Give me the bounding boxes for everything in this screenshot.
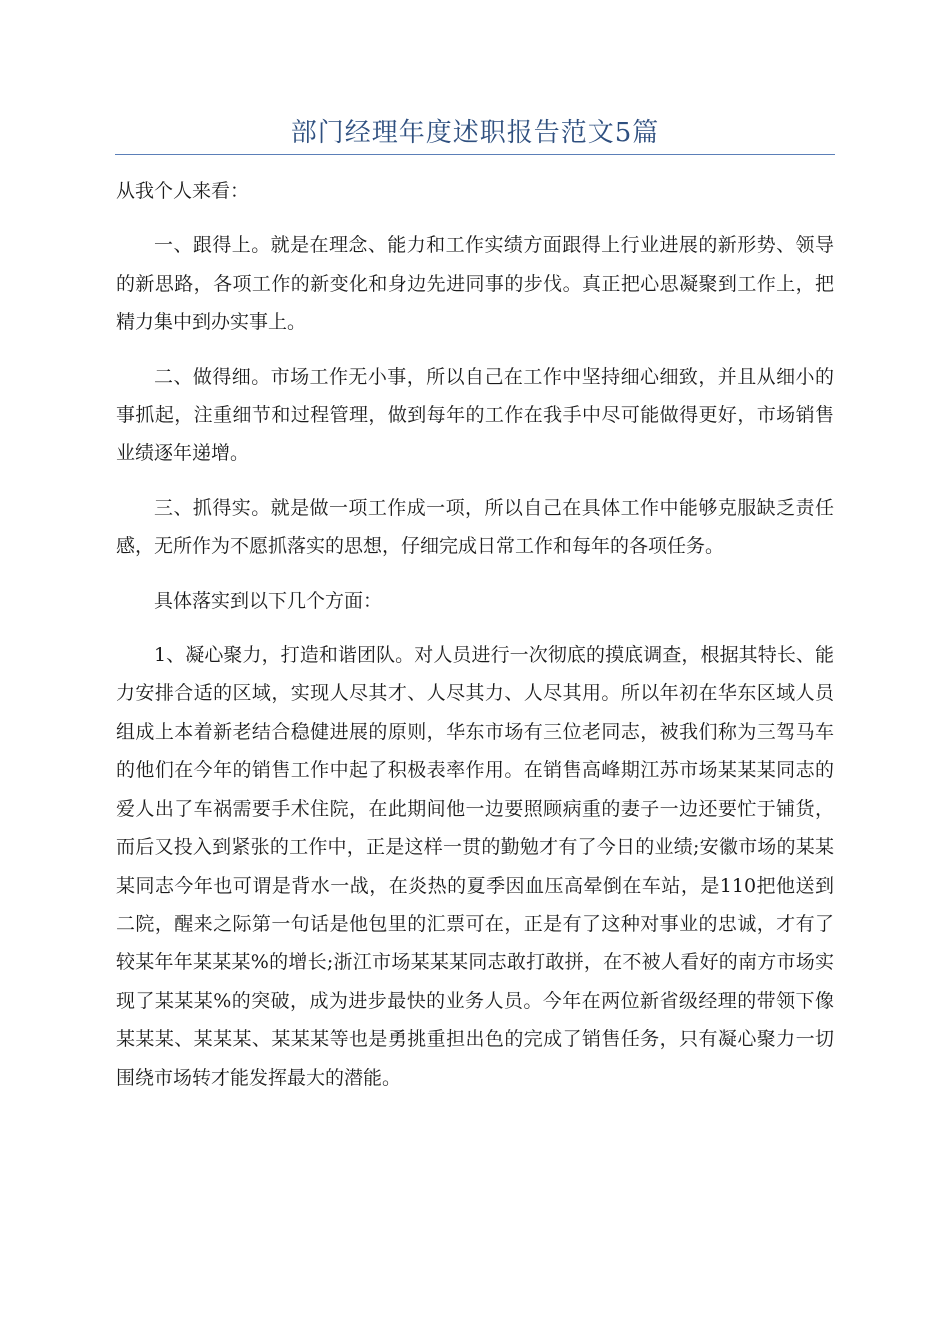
document-title: 部门经理年度述职报告范文5篇: [290, 118, 660, 148]
document-body: [116, 172, 834, 1113]
title-underline: [115, 154, 835, 155]
paragraph-solid: 三、抓得实。就是做一项工作成一项，所以自己在具体工作中能够克服缺乏责任感，无所作为不愿抓落实的思想，仔细完成日常工作和每年的各项任务。: [116, 496, 834, 558]
paragraph-team-building: 1、凝心聚力，打造和谐团队。对人员进行一次彻底的摸底调查，根据其特长、能力安排合适的区域，实现人尽其才、人尽其力、人尽其用。所以年初在华东区域人员组成上本着新老结合稳健进展的原则，华东市场有三位老同志，被我们称为三驾马车的他们在今年的销售工作中起了积极表率作用。在销售高峰期江苏市场某某某同志的爱人出了车祸需要手术住院，在此期间他一边要照顾病重的妻子一边还要忙于铺货，而后又投入到紧张的工作中，正是这样一贯的勤勉才有了今日的业绩;安徽市场的某某某同志今年也可谓是背水一战，在炎热的夏季因血压高晕倒在车站，是110把他送到二院，醒来之际第一句话是他包里的汇票可在，正是有了这种对事业的忠诚，才有了较某年年某某某%的增长;浙江市场某某某同志敢打敢拼，在不被人看好的南方市场实现了某某某%的突破，成为进步最快的业务人员。今年在两位新省级经理的带领下像某某某、某某某、某某某等也是勇挑重担出色的完成了销售任务，只有凝心聚力一切围绕市场转才能发挥最大的潜能。: [116, 644, 834, 1089]
paragraph-keep-up: 一、跟得上。就是在理念、能力和工作实绩方面跟得上行业进展的新形势、领导的新思路，各项工作的新变化和身边先进同事的步伐。真正把心思凝聚到工作上，把精力集中到办实事上。: [116, 234, 834, 334]
paragraph-aspects-heading: 具体落实到以下几个方面：: [154, 589, 383, 612]
paragraph-detail: 二、做得细。市场工作无小事，所以自己在工作中坚持细心细致，并且从细小的事抓起，注重细节和过程管理，做到每年的工作在我手中尽可能做得更好，市场销售业绩逐年递增。: [116, 365, 834, 465]
paragraph-intro: 从我个人来看：: [116, 180, 250, 202]
